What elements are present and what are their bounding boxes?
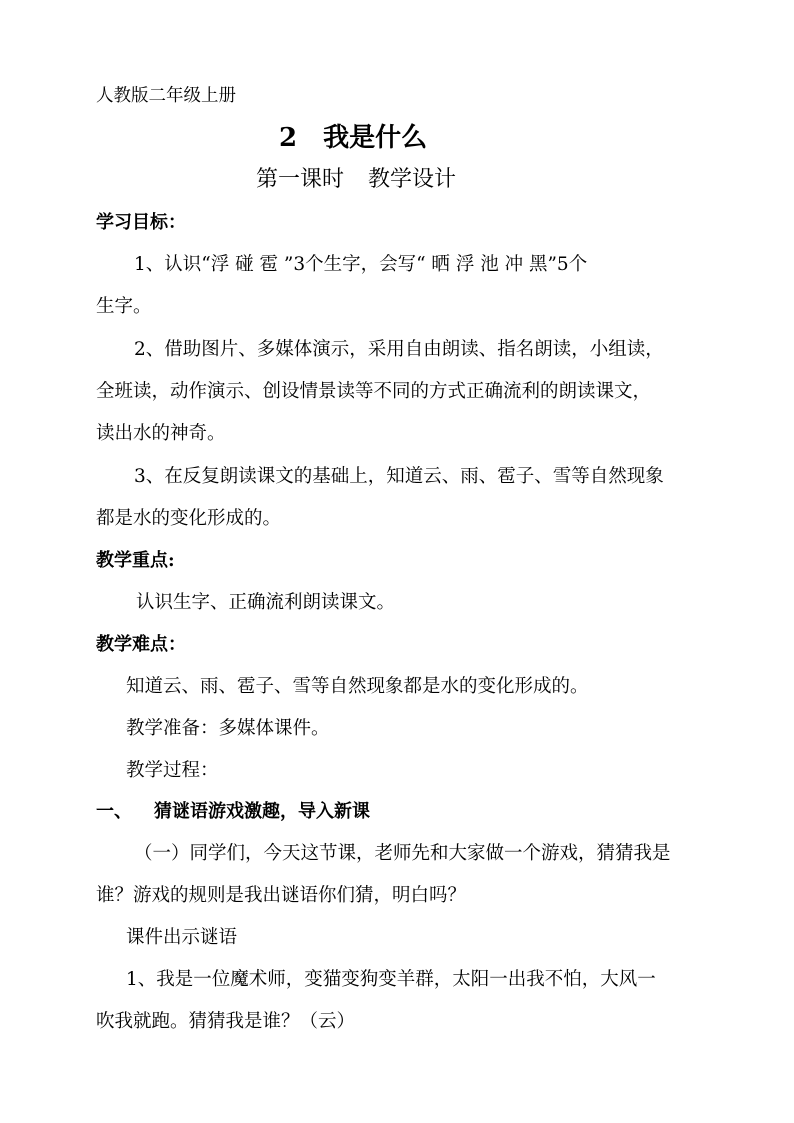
section-1-number: 一、 <box>96 801 132 822</box>
objective-2-line-3: 读出水的神奇。 <box>96 423 226 444</box>
courseware-label: 课件出示谜语 <box>126 927 238 948</box>
edition-label: 人教版二年级上册 <box>96 86 236 106</box>
page-title <box>279 125 427 151</box>
key-points-heading: 教学重点: <box>96 550 175 571</box>
subtitle-design: 教学设计 <box>368 167 457 192</box>
preparation-text: 教学准备：多媒体课件。 <box>126 718 330 739</box>
section-1-title: 猜谜语游戏激趣，导入新课 <box>154 801 370 822</box>
difficulties-heading: 教学难点： <box>96 634 186 655</box>
section-1-heading <box>96 803 370 821</box>
lesson-title: 我是什么 <box>323 123 428 153</box>
riddle-1-line-2: 吹我就跑。猜猜我是谁？（云） <box>96 1011 356 1032</box>
objective-2-line-1: 2、借助图片、多媒体演示，采用自由朗读、指名朗读，小组读， <box>134 339 664 360</box>
riddle-1-line-1: 1、我是一位魔术师，变猫变狗变羊群，太阳一出我不怕，大风一 <box>126 969 656 990</box>
objective-1-line-1: 1、认识“浮 碰 雹 ”3个生字，会写“ 晒 浮 池 冲 黑”5个 <box>134 254 588 275</box>
difficulties-text: 知道云、雨、雹子、雪等自然现象都是水的变化形成的。 <box>126 676 589 697</box>
key-points-text: 认识生字、正确流利朗读课文。 <box>136 592 396 613</box>
subtitle-lesson: 第一课时 <box>256 167 345 192</box>
objective-1-line-2: 生字。 <box>96 296 152 317</box>
page-subtitle <box>256 169 456 191</box>
objective-2-line-2: 全班读，动作演示、创设情景读等不同的方式正确流利的朗读课文， <box>96 381 652 402</box>
section-1-para-1-line-2: 谁？游戏的规则是我出谜语你们猜，明白吗？ <box>96 885 467 906</box>
objectives-heading: 学习目标： <box>96 212 186 233</box>
objective-3-line-1: 3、在反复朗读课文的基础上，知道云、雨、雹子、雪等自然现象 <box>134 466 664 487</box>
lesson-number: 2 <box>279 123 298 153</box>
objective-3-line-2: 都是水的变化形成的。 <box>96 508 282 529</box>
process-label: 教学过程： <box>126 760 219 781</box>
section-1-para-1-line-1: （一）同学们，今天这节课，老师先和大家做一个游戏，猜猜我是 <box>134 843 671 864</box>
